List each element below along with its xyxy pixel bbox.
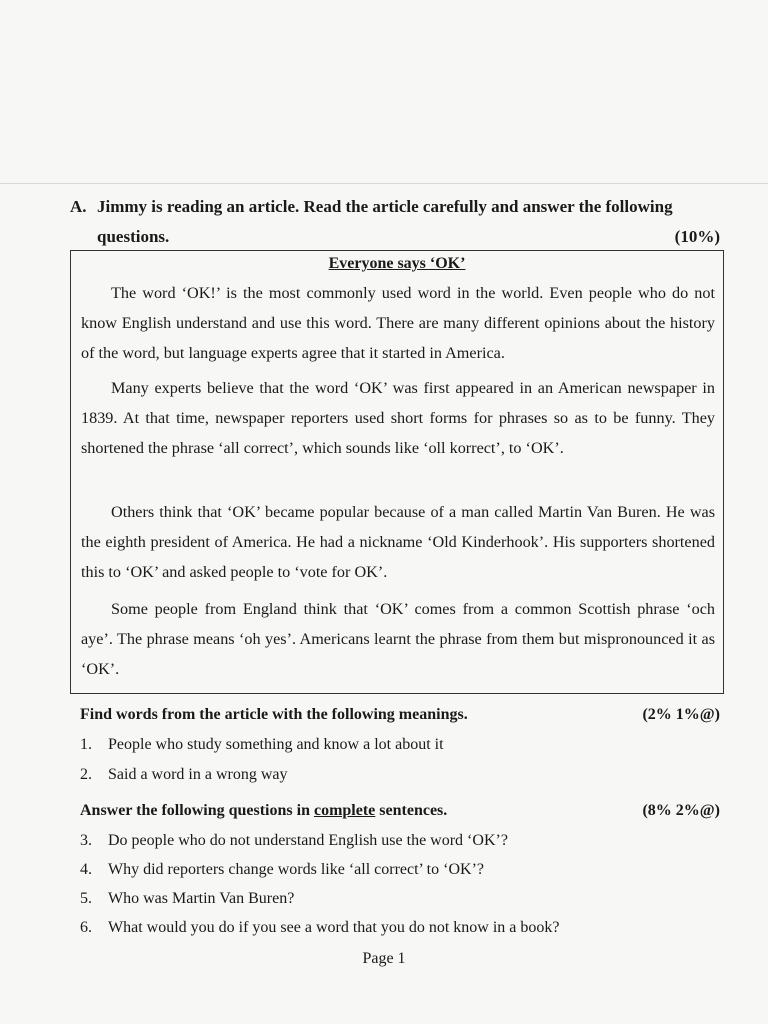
list-item: 6. What would you do if you see a word that you do not know in a book? xyxy=(80,919,560,936)
article-paragraph-3: Others think that ‘OK’ became popular because of a man called Martin Van Buren. He was the eighth president of America. He had a nickname ‘Old Kinderhook’. His supporters shortened this to ‘OK’ and asked people to ‘vote for OK’. xyxy=(81,503,715,581)
question-letter: A. xyxy=(70,197,87,216)
question-marks: (10%) xyxy=(674,227,720,246)
list-item: 5. Who was Martin Van Buren? xyxy=(80,890,295,907)
article-paragraph-2: Many experts believe that the word ‘OK’ was first appeared in an American newspaper in 1839. At that time, newspaper reporters used short forms for phrases so as to be funny. They shortened the phrase ‘all correct’, which sounds like ‘oll korrect’, to ‘OK’. xyxy=(81,379,715,457)
scan-edge xyxy=(0,183,768,184)
question-instruction-line1: Jimmy is reading an article. Read the article carefully and answer the following xyxy=(97,197,673,216)
section2-marks: (8% 2%@) xyxy=(642,802,720,819)
article-paragraph-4: Some people from England think that ‘OK’ comes from a common Scottish phrase ‘och aye’. The phrase means ‘oh yes’. Americans learnt the phrase from them but mispronounced it as ‘OK’. xyxy=(81,600,715,678)
article-paragraph-1: The word ‘OK!’ is the most commonly used word in the world. Even people who do not know English understand and use this word. There are many different opinions about the history of the word, but language experts agree that it started in America. xyxy=(81,284,715,362)
list-item: 1. People who study something and know a lot about it xyxy=(80,736,444,753)
question-heading xyxy=(70,192,720,252)
section2-heading xyxy=(80,802,720,820)
article-box xyxy=(70,250,724,694)
page-number: Page 1 xyxy=(362,950,406,967)
section1-instruction: Find words from the article with the following meanings. xyxy=(80,706,468,723)
list-item: 3. Do people who do not understand English use the word ‘OK’? xyxy=(80,832,508,849)
section1-heading xyxy=(80,706,720,724)
list-item: 2. Said a word in a wrong way xyxy=(80,766,288,783)
question-instruction-line2: questions. xyxy=(97,227,170,246)
section1-marks: (2% 1%@) xyxy=(642,706,720,723)
section2-instruction: Answer the following questions in complete sentences. xyxy=(80,802,448,819)
list-item: 4. Why did reporters change words like ‘all correct’ to ‘OK’? xyxy=(80,861,484,878)
article-title: Everyone says ‘OK’ xyxy=(328,255,466,272)
